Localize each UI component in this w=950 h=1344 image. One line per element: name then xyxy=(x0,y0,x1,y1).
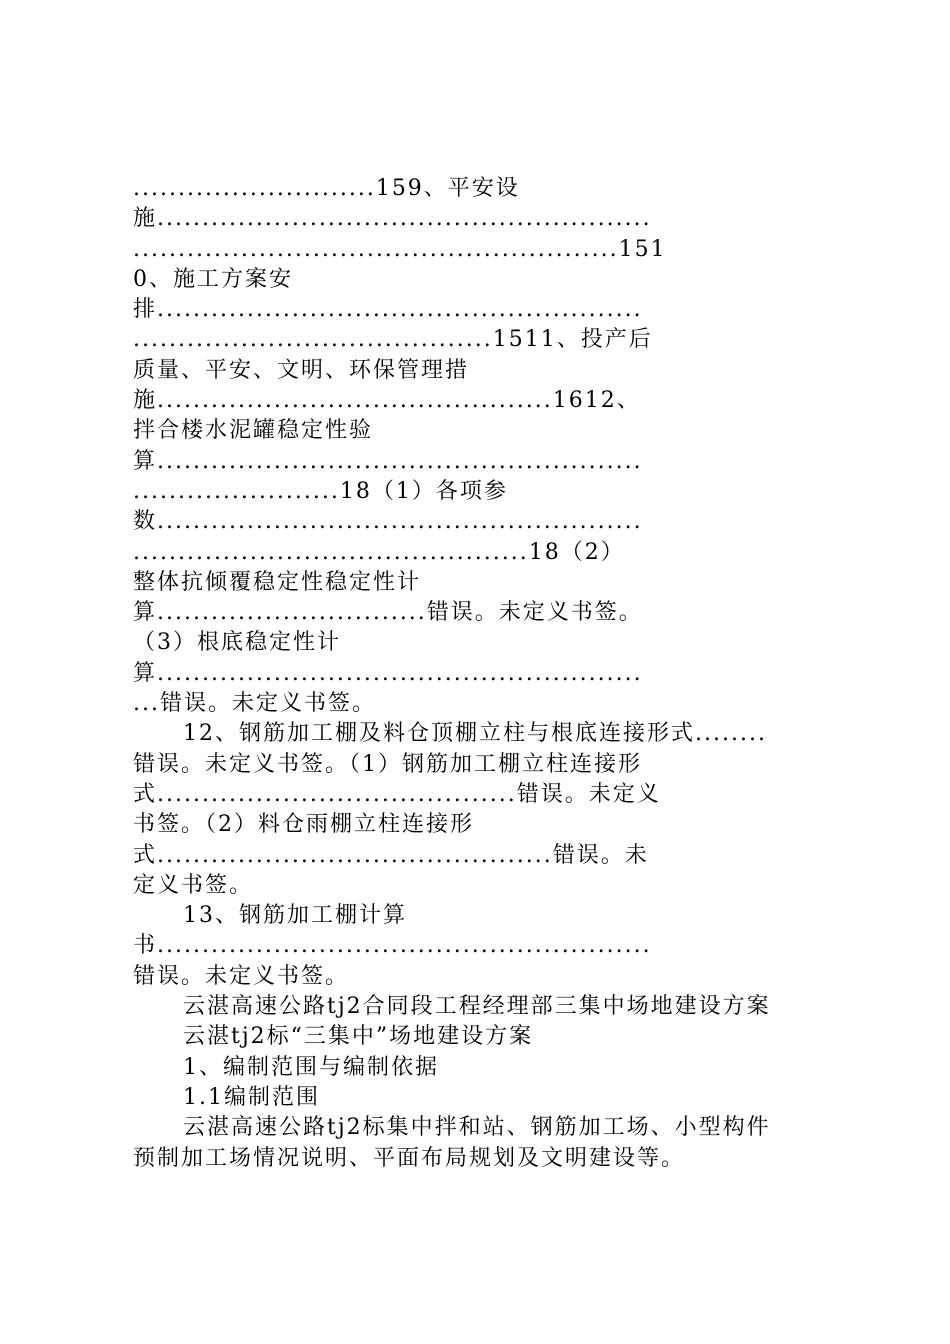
text-line: ...........................159、平安设 xyxy=(133,176,520,201)
text-line: 错误。未定义书签。 xyxy=(133,963,350,989)
text-line: 错误。未定义书签。（1）钢筋加工棚立柱连接形 xyxy=(133,751,642,777)
text-line: 1、编制范围与编制依据 xyxy=(183,1054,439,1080)
text-line: 算..............................错误。未定义书签。 xyxy=(133,600,643,626)
text-line: 预制加工场情况说明、平面布局规划及文明建设等。 xyxy=(133,1145,686,1171)
text-line: 云湛tj2标“三集中”场地建设方案 xyxy=(183,1024,534,1050)
text-line: 式........................................错误。未定义 xyxy=(133,781,661,807)
text-line: 数...................................................... xyxy=(133,509,643,535)
text-line: 0、施工方案安 xyxy=(133,266,293,292)
document-body xyxy=(133,174,823,1174)
text-line: （3）根底稳定性计 xyxy=(133,630,341,656)
text-line: ......................................................151 xyxy=(133,236,667,262)
text-line: 施....................................................... xyxy=(133,206,652,232)
text-line: .......................18（1）各项参 xyxy=(133,478,508,504)
text-line: 云湛高速公路tj2标集中拌和站、钢筋加工场、小型构件 xyxy=(183,1115,771,1141)
text-line: 拌合楼水泥罐稳定性验 xyxy=(133,418,374,444)
text-line: 排...................................................... xyxy=(133,297,643,323)
text-line: 云湛高速公路tj2合同段工程经理部三集中场地建设方案 xyxy=(183,994,771,1020)
text-line: ............................................18（2） xyxy=(133,539,625,565)
text-line: 定义书签。 xyxy=(133,872,254,898)
text-line: 算...................................................... xyxy=(133,448,643,474)
text-line: 施............................................1612、 xyxy=(133,388,641,414)
text-line: ........................................1511、投产后 xyxy=(133,327,653,353)
text-line: ...错误。未定义书签。 xyxy=(133,691,376,717)
text-line: 式............................................错误。未 xyxy=(133,842,649,868)
text-line: 13、钢筋加工棚计算 xyxy=(183,903,407,929)
text-line: 1.1编制范围 xyxy=(183,1084,320,1110)
text-line: 书签。（2）料仓雨棚立柱连接形 xyxy=(133,812,474,838)
text-line: 算...................................................... xyxy=(133,660,643,686)
text-line: 质量、平安、文明、环保管理措 xyxy=(133,357,470,383)
text-line: 书....................................................... xyxy=(133,933,652,959)
text-line: 12、钢筋加工棚及料仓顶棚立柱与根底连接形式........ xyxy=(183,721,767,747)
text-line: 整体抗倾覆稳定性稳定性计 xyxy=(133,569,422,595)
